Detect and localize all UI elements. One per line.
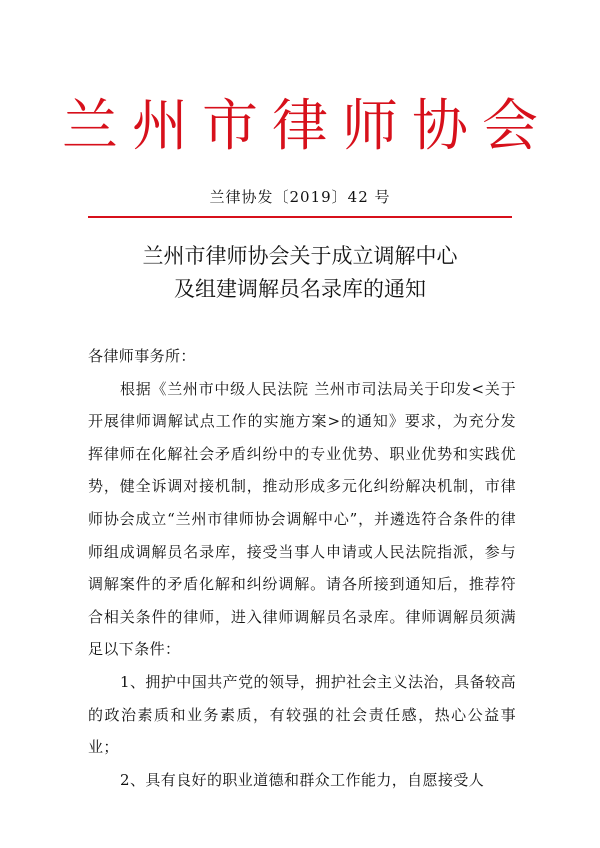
letterhead-org-name: 兰州市律师协会 xyxy=(62,94,552,159)
title-line-2: 及组建调解员名录库的通知 xyxy=(174,277,426,301)
condition-item-1: 1、拥护中国共产党的领导，拥护社会主义法治，具备较高的政治素质和业务素质，有较强的社会责任感，热心公益事业； xyxy=(88,672,516,757)
red-divider-line xyxy=(88,216,512,218)
condition-item-2: 2、具有良好的职业道德和群众工作能力，自愿接受人 xyxy=(120,770,485,789)
salutation: 各律师事务所： xyxy=(88,347,196,365)
title-line-1: 兰州市律师协会关于成立调解中心 xyxy=(142,244,458,268)
document-title xyxy=(0,240,600,306)
document-number: 兰律协发〔2019〕42 号 xyxy=(209,188,391,206)
body-paragraph-1: 根据《兰州市中级人民法院 兰州市司法局关于印发<关于开展律师调解试点工作的实施方案>的通知》要求，为充分发挥律师在化解社会矛盾纠纷中的专业优势、职业优势和实践优势，健全诉调对接机制，推动形成多元化纠纷解决机制，市律师协会成立“兰州市律师协会调解中心”，并遴选符合条件的律师组成调解员名录库，接受当事人申请或人民法院指派，参与调解案件的矛盾化解和纠纷调解。请各所接到通知后，推荐符合相关条件的律师，进入律师调解员名录库。律师调解员须满足以下条件： xyxy=(88,379,516,659)
document-body xyxy=(88,340,516,796)
